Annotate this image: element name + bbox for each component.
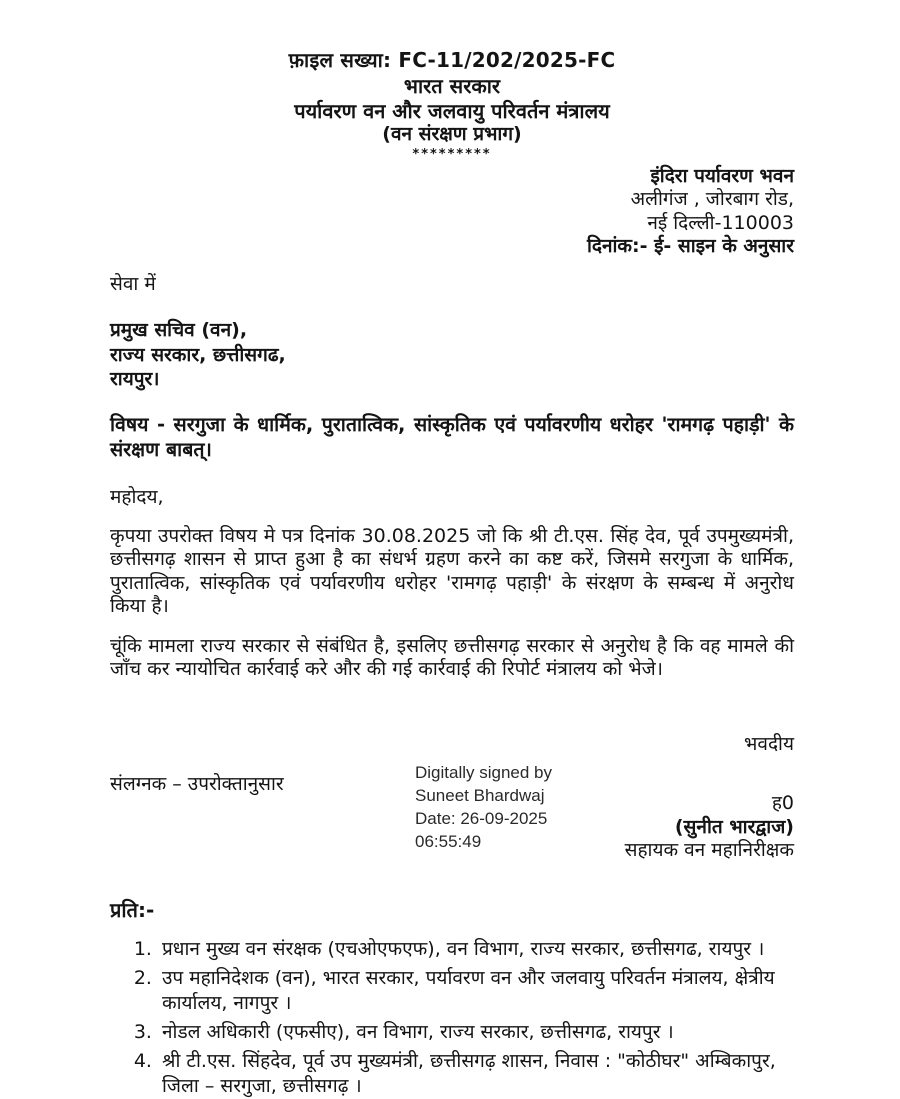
digital-signature-line3: Date: 26-09-2025 [415, 808, 548, 828]
signatory-name: (सुनीत भारद्वाज) [674, 815, 794, 838]
greeting: महोदय, [110, 485, 164, 508]
address-block [110, 165, 794, 258]
copy-to-item: 4. श्री टी.एस. सिंहदेव, पूर्व उप मुख्यमंत्री, छत्तीसगढ़ शासन, निवास : "कोठीघर" अम्बिकापुर, जिला – सरगुजा, छत्तीसगढ़ । [158, 1049, 794, 1099]
digital-signature-line4: 06:55:49 [415, 831, 482, 851]
salutation: सेवा में [110, 272, 156, 295]
body-paragraph-2: चूंकि मामला राज्य सरकार से संबंधित है, इसलिए छत्तीसगढ़ सरकार से अनुरोध है कि वह मामले की जाँच कर न्यायोचित कार्रवाई करे और की गई कार्रवाई की रिपोर्ट मंत्रालय को भेजे। [110, 634, 794, 681]
recipient-block [110, 318, 794, 392]
address-street: अलीगंज , जोरबाग रोड, [630, 188, 794, 211]
copy-to-heading: प्रति:- [110, 897, 155, 922]
subject-line: विषय - सरगुजा के धार्मिक, पुरातात्विक, सांस्कृतिक एवं पर्यावरणीय धरोहर 'रामगढ़ पहाड़ी' के संरक्षण बाबत्। [110, 412, 794, 462]
signatory-block [625, 792, 794, 863]
digital-signature-line2: Suneet Bhardwaj [415, 785, 545, 805]
government-name: भारत सरकार [403, 74, 501, 99]
division-name: (वन संरक्षण प्रभाग) [382, 123, 522, 146]
letterhead [110, 48, 794, 163]
separator-stars: ********* [412, 147, 492, 163]
copy-to-item: 1. प्रधान मुख्य वन संरक्षक (एचओएफएफ), वन विभाग, राज्य सरकार, छत्तीसगढ, रायपुर । [158, 937, 794, 962]
file-number: फ़ाइल सख्या: FC-11/202/2025-FC [288, 48, 616, 72]
signature-region [110, 730, 794, 860]
address-building: इंदिरा पर्यावरण भवन [650, 165, 794, 188]
digital-signature-stamp [415, 762, 552, 854]
closing-word: भवदीय [744, 732, 794, 755]
recipient-org: राज्य सरकार, छत्तीसगढ, [110, 343, 286, 366]
signatory-designation: सहायक वन महानिरीक्षक [624, 839, 794, 862]
digital-signature-line1: Digitally signed by [415, 762, 553, 782]
body-paragraph-1: कृपया उपरोक्त विषय मे पत्र दिनांक 30.08.2025 जो कि श्री टी.एस. सिंह देव, पूर्व उपमुख्यमंत्री, छत्तीसगढ़ शासन से प्राप्त हुआ है का संधर्भ ग्रहण करने का कष्ट करें, जिसमे सरगुजा के धार्मिक, पुरातात्विक, सांस्कृतिक एवं पर्यावरणीय धरोहर 'रामगढ़ पहाड़ी' के संरक्षण के सम्बन्ध में अनुरोध किया है। [110, 524, 794, 618]
ministry-name: पर्यावरण वन और जलवायु परिवर्तन मंत्रालय [294, 98, 610, 123]
enclosure-note: संलग्नक – उपरोक्तानुसार [110, 772, 284, 795]
date-line: दिनांक:- ई- साइन के अनुसार [586, 234, 794, 257]
copy-to-item: 2. उप महानिदेशक (वन), भारत सरकार, पर्यावरण वन और जलवायु परिवर्तन मंत्रालय, क्षेत्रीय कार्यालय, नागपुर । [158, 966, 794, 1016]
address-city: नई दिल्ली-110003 [647, 211, 794, 234]
recipient-title: प्रमुख सचिव (वन), [110, 318, 248, 341]
copy-to-list [110, 937, 794, 1099]
recipient-city: रायपुर। [110, 368, 160, 391]
signatory-abbr: ह0 [771, 791, 794, 814]
copy-to-item: 3. नोडल अधिकारी (एफसीए), वन विभाग, राज्य सरकार, छत्तीसगढ, रायपुर । [158, 1020, 794, 1045]
